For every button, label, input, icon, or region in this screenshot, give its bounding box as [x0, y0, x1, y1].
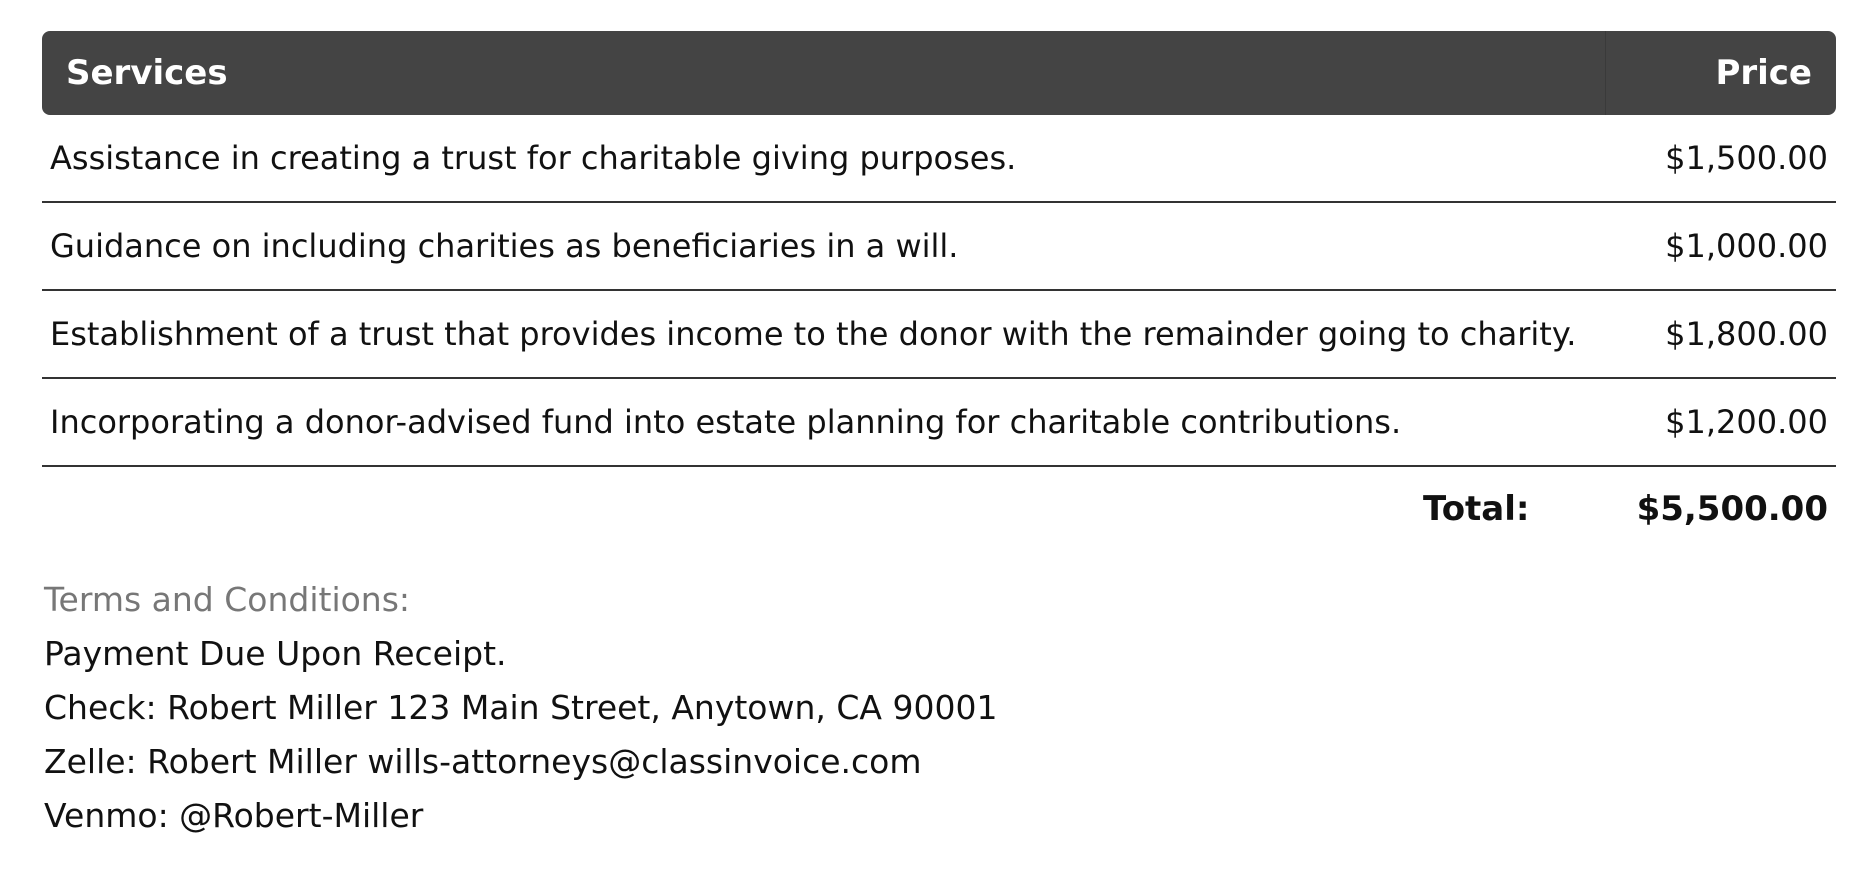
service-description: Establishment of a trust that provides income to the donor with the remainder going to charity.: [42, 290, 1606, 378]
services-column-header: Services: [42, 31, 1606, 115]
table-row: [42, 378, 1836, 466]
venmo-payment-info: Venmo: @Robert-Miller: [44, 796, 424, 835]
table-row: [42, 290, 1836, 378]
services-table: [42, 31, 1836, 551]
table-header-row: [42, 31, 1836, 115]
payment-terms: Payment Due Upon Receipt.: [44, 634, 507, 673]
service-price: $1,000.00: [1606, 202, 1837, 290]
service-price: $1,800.00: [1606, 290, 1837, 378]
check-payment-info: Check: Robert Miller 123 Main Street, Anytown, CA 90001: [44, 688, 998, 727]
total-label: Total:: [1423, 489, 1530, 529]
terms-heading: Terms and Conditions:: [44, 580, 411, 619]
zelle-payment-info: Zelle: Robert Miller wills-attorneys@classinvoice.com: [44, 742, 922, 781]
service-price: $1,500.00: [1606, 115, 1837, 202]
service-description: Assistance in creating a trust for charitable giving purposes.: [42, 115, 1606, 202]
service-description: Incorporating a donor-advised fund into estate planning for charitable contributions.: [42, 378, 1606, 466]
total-value: $5,500.00: [1636, 489, 1828, 529]
table-row: [42, 115, 1836, 202]
service-price: $1,200.00: [1606, 378, 1837, 466]
service-description: Guidance on including charities as beneficiaries in a will.: [42, 202, 1606, 290]
terms-and-conditions: [44, 580, 1244, 849]
table-row: [42, 202, 1836, 290]
total-row: [42, 466, 1836, 551]
price-column-header: Price: [1606, 31, 1837, 115]
